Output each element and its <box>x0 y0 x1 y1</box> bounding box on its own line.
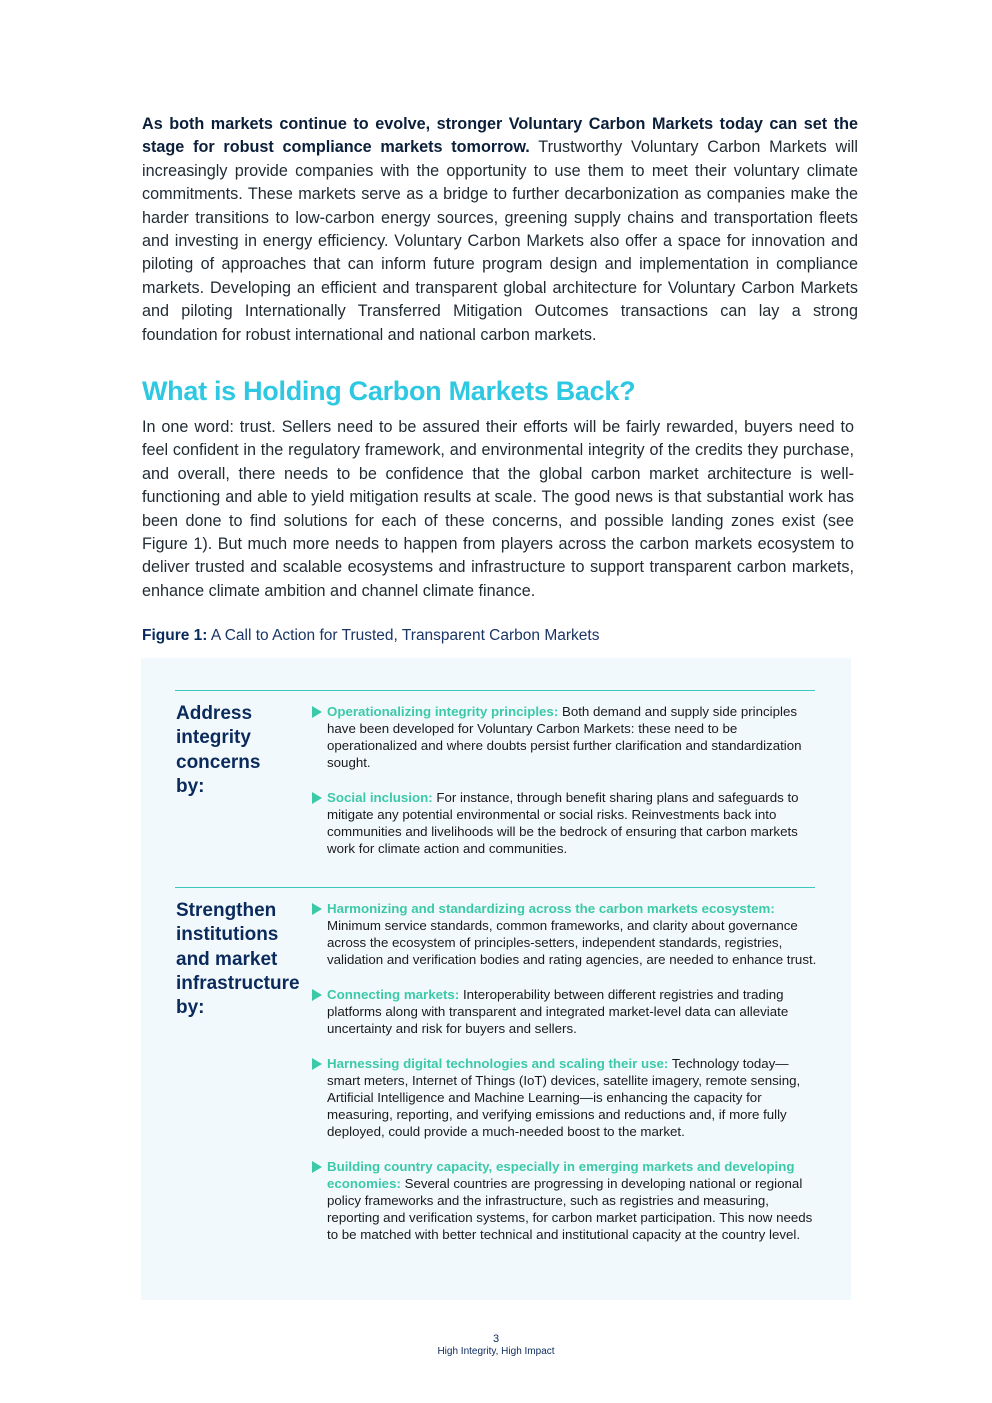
item-term: Operationalizing integrity principles: <box>327 704 559 719</box>
item-text: For instance, through benefit sharing plans and safeguards to mitigate any potential environmental or social risks. Reinvestments back into communities and livelihoods will be the bedrock of ensuring that carbon markets work for climate action and communities. <box>327 790 799 856</box>
section-title-institutions <box>176 899 300 1020</box>
arrow-icon <box>312 1161 322 1173</box>
integrity-list <box>312 703 818 857</box>
section-title-integrity <box>176 702 260 799</box>
item-term: Harnessing digital technologies and scaling their use: <box>327 1056 669 1071</box>
arrow-icon <box>312 903 322 915</box>
arrow-icon <box>312 1058 322 1070</box>
item-text: Minimum service standards, common frameworks, and clarity about governance across the ecosystem of principles-setters, independent standards, registries, validation and verification bodies and rating agencies, are needed to enhance trust. <box>327 918 817 967</box>
intro-paragraph <box>142 113 858 347</box>
list-item <box>312 1055 818 1140</box>
item-text: Interoperability between different registries and trading platforms along with transparent and integrated market-level data can alleviate uncertainty and risk for buyers and sellers. <box>327 987 789 1036</box>
section-heading: What is Holding Carbon Markets Back? <box>142 376 636 406</box>
item-term: Connecting markets: <box>327 987 460 1002</box>
body-paragraph: In one word: trust. Sellers need to be assured their efforts will be fairly rewarded, buyers need to feel confident in the regulatory framework, and environmental integrity of the credits they purchase, and overall, there needs to be confidence that the global carbon market architecture is well-functioning and able to yield mitigation results at scale. The good news is that substantial work has been done to find solutions for each of these concerns, and possible landing zones exist (see Figure 1). But much more needs to happen from players across the carbon markets ecosystem to deliver trusted and scalable ecosystems and infrastructure to support transparent carbon markets, enhance climate ambition and channel climate finance. <box>142 418 854 600</box>
section-title-line: Address <box>176 703 253 724</box>
institutions-list <box>312 900 818 1243</box>
intro-lead: As both markets continue to evolve, stronger Voluntary Carbon Markets today can set the stage for robust compliance markets tomorrow. <box>142 115 858 157</box>
footer-title: High Integrity, High Impact <box>437 1346 555 1357</box>
list-item <box>312 986 818 1037</box>
figure-caption <box>142 627 599 645</box>
list-item <box>312 1158 818 1243</box>
item-term: Social inclusion: <box>327 790 433 805</box>
arrow-icon <box>312 989 322 1001</box>
section-title-line: concerns <box>176 751 261 773</box>
item-text: Both demand and supply side principles have been developed for Voluntary Carbon Markets: these need to be operationalized and where doubts persist further clarification and standardization sought. <box>327 704 802 770</box>
figure-label: Figure 1: <box>142 627 208 644</box>
item-text: Technology today—smart meters, Internet of Things (IoT) devices, satellite imagery, remote sensing, Artificial Intelligence and Machine Learning—is enhancing the capacity for measuring, reporting, and verifying emissions and reductions and, if more fully deployed, could provide a much-needed boost to the market. <box>327 1056 801 1139</box>
list-item <box>312 703 818 771</box>
section-divider <box>175 690 815 691</box>
section-title-line: integrity <box>176 727 251 749</box>
section-title-line: infrastructure <box>176 972 300 994</box>
section-divider <box>175 887 815 888</box>
section-title-line: Strengthen <box>176 900 277 921</box>
item-text: Several countries are progressing in developing national or regional policy frameworks and the infrastructure, such as registries and measuring, reporting and verification systems, for carbon market participation. This now needs to be matched with better technical and institutional capacity at the country level. <box>327 1176 813 1242</box>
item-term: Harmonizing and standardizing across the carbon markets ecosystem: <box>327 901 775 916</box>
section-title-line: and market <box>176 948 278 970</box>
list-item <box>312 900 818 968</box>
arrow-icon <box>312 706 322 718</box>
intro-text: Trustworthy Voluntary Carbon Markets will increasingly provide companies with the opportunity to use them to meet their voluntary climate commitments. These markets serve as a bridge to further decarbonization as companies make the harder transitions to low-carbon energy sources, greening supply chains and transportation fleets and investing in energy efficiency. Voluntary Carbon Markets also offer a space for innovation and piloting of approaches that can inform future program design and implementation in compliance markets. Developing an efficient and transparent global architecture for Voluntary Carbon Markets and piloting Internationally Transferred Mitigation Outcomes transactions can lay a strong foundation for robust international and national carbon markets. <box>142 138 858 344</box>
item-term: Building country capacity, especially in emerging markets and developing economies: <box>327 1159 795 1191</box>
list-item <box>312 789 818 857</box>
section-title-line: by: <box>176 997 205 1019</box>
page-number: 3 <box>492 1333 500 1345</box>
section-title-line: institutions <box>176 924 279 946</box>
figure-caption-text: A Call to Action for Trusted, Transparent Carbon Markets <box>207 627 600 644</box>
arrow-icon <box>312 792 322 804</box>
section-title-line: by: <box>176 775 205 797</box>
